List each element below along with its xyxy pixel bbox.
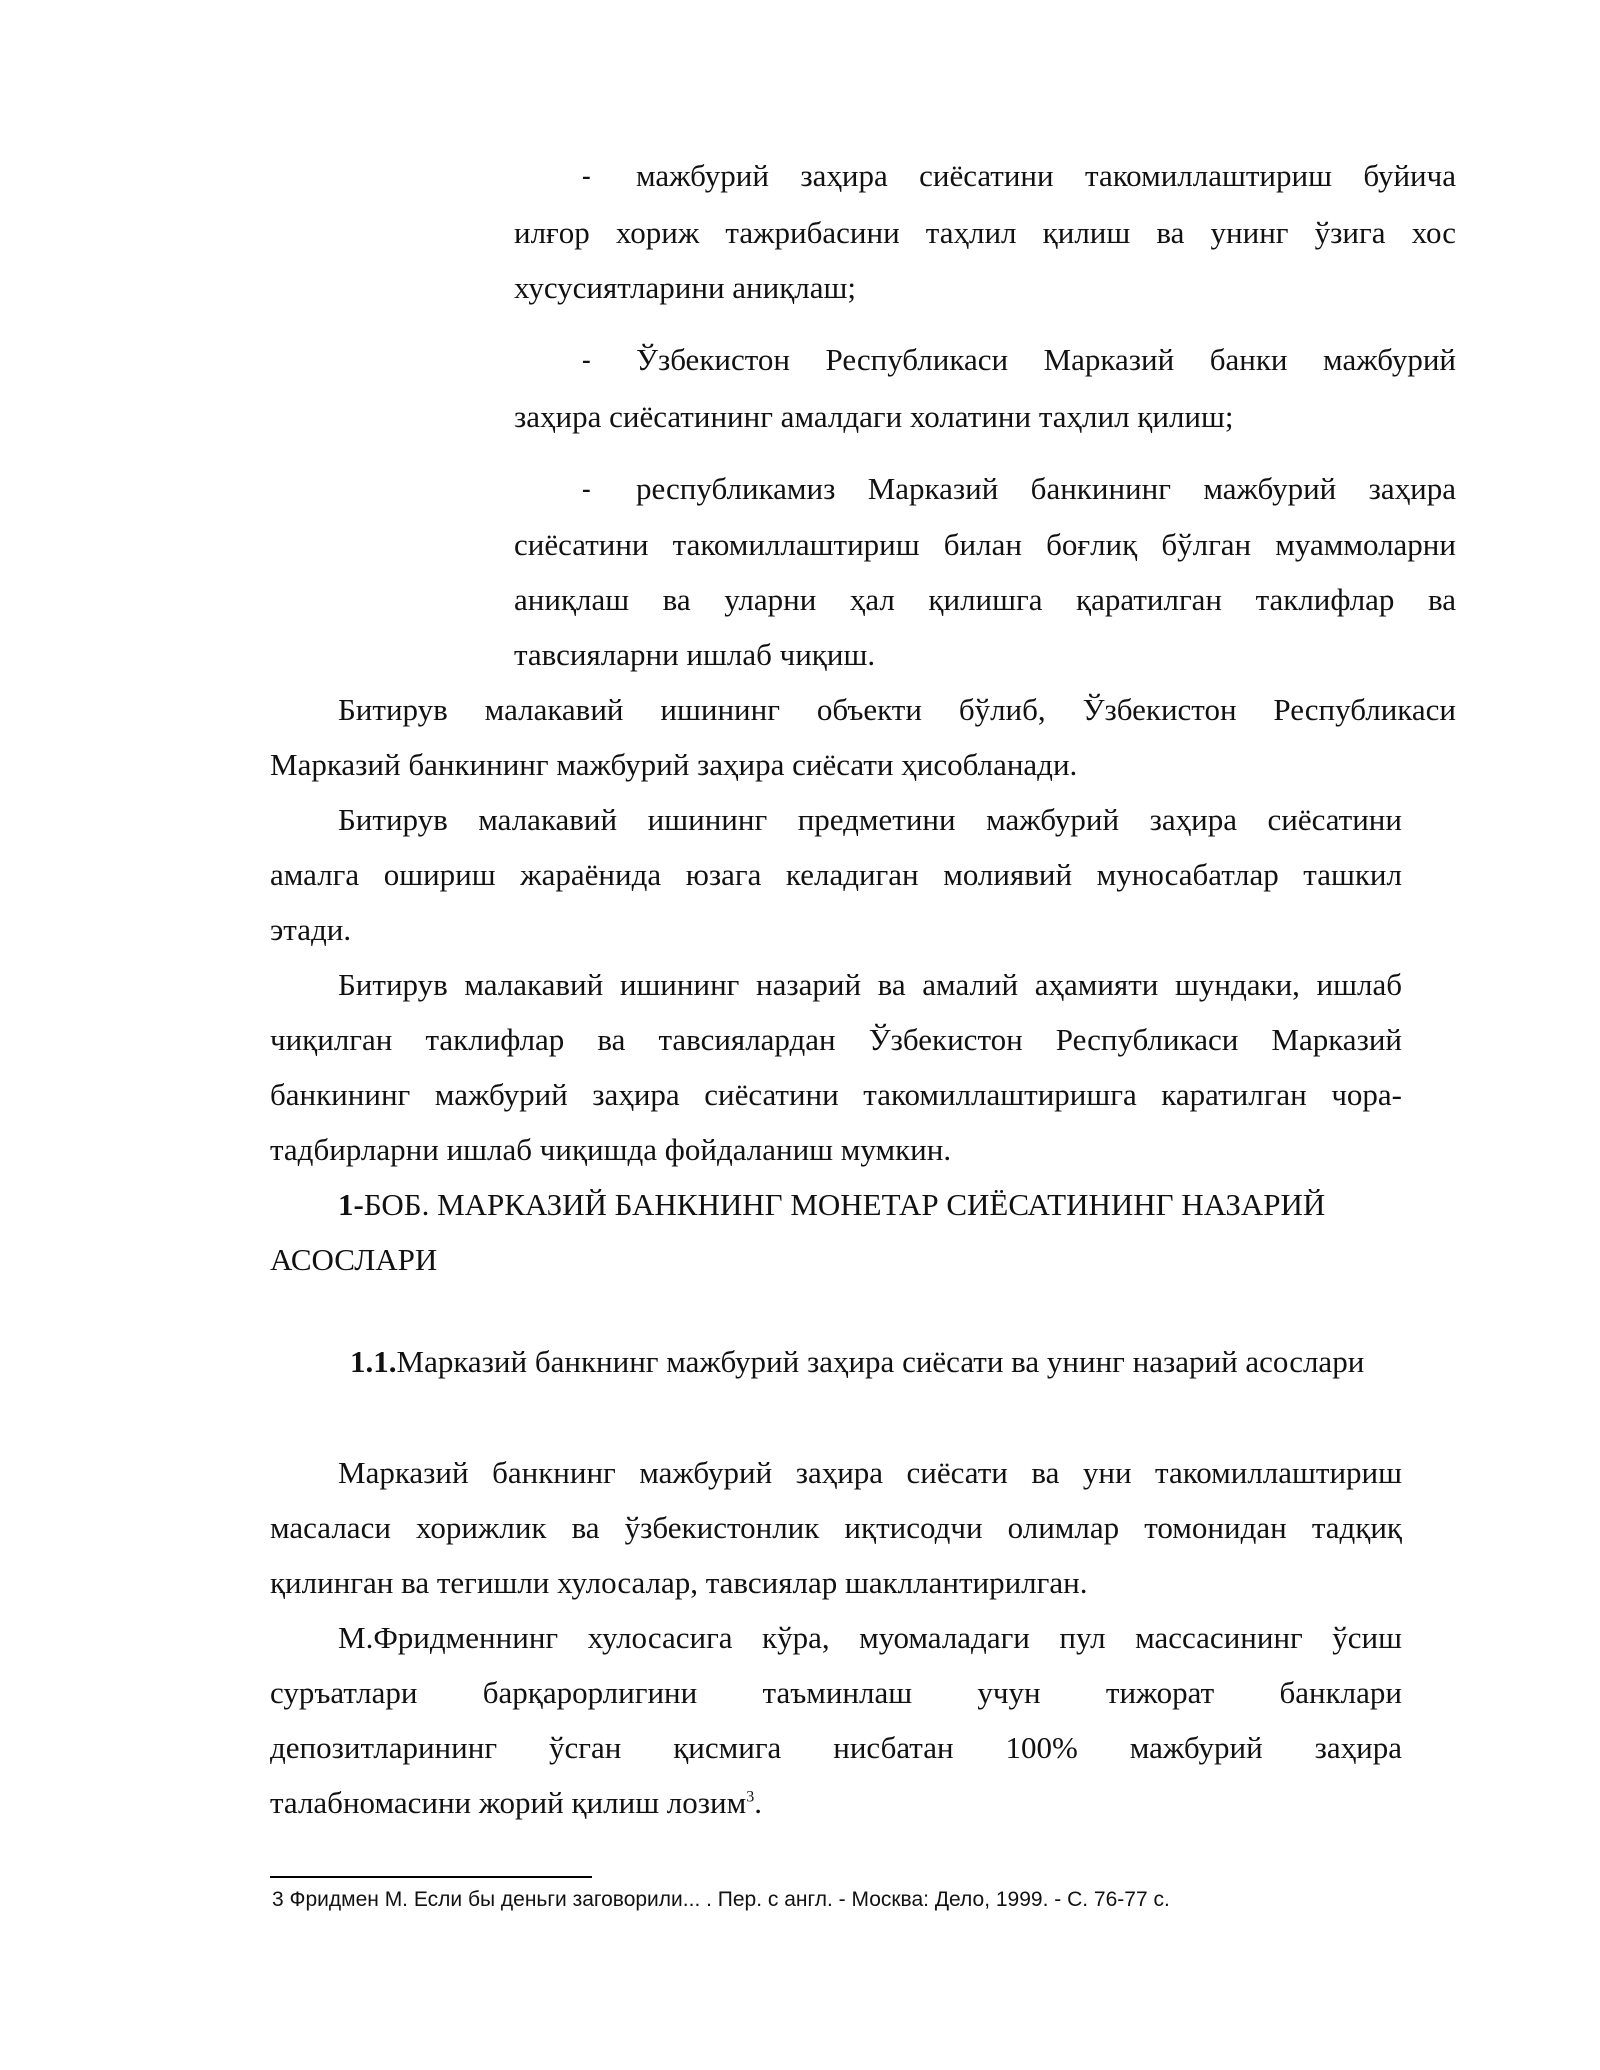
footnote-text: 3 Фридмен М. Если бы деньги заговорили... . Пер. с англ. - Москва: Дело, 1999. - С. 76-77 с. bbox=[272, 1888, 1170, 1911]
paragraph-text: талабномасини жорий қилиш лозим bbox=[270, 1785, 747, 1820]
bullet-line: хусусиятларини аниқлаш; bbox=[514, 270, 857, 305]
bullet-line: Ўзбекистон Республикаси Марказий банки мажбурий bbox=[636, 342, 1456, 377]
bullet-line: илғор хориж тажрибасини таҳлил қилиш ва унинг ўзига хос bbox=[514, 215, 1456, 250]
footnote-reference[interactable]: 3 bbox=[746, 1788, 755, 1806]
section-heading bbox=[350, 1342, 1364, 1382]
paragraph-line: тадбирларни ишлаб чиқишда фойдаланиш мумкин. bbox=[270, 1132, 952, 1167]
sentence-end: . bbox=[754, 1785, 762, 1820]
paragraph-line: Битирув малакавий ишининг предметини мажбурий заҳира сиёсатини bbox=[338, 802, 1402, 837]
bullet-line: республикамиз Марказий банкининг мажбурий заҳира bbox=[636, 471, 1456, 506]
paragraph-line: М.Фридменнинг хулосасига кўра, муомаладаги пул массасининг ўсиш bbox=[338, 1620, 1402, 1655]
section-title: Марказий банкнинг мажбурий заҳира сиёсати ва унинг назарий асослари bbox=[396, 1344, 1365, 1379]
bullet-line: заҳира сиёсатининг амалдаги холатини таҳлил қилиш; bbox=[514, 399, 1234, 434]
paragraph-line: банкининг мажбурий заҳира сиёсатини такомиллаштиришга каратилган чора- bbox=[270, 1077, 1402, 1112]
paragraph-line: Битирув малакавий ишининг объекти бўлиб, Ўзбекистон Республикаси bbox=[338, 692, 1456, 727]
bullet-line: сиёсатини такомиллаштириш билан боғлиқ бўлган муаммоларни bbox=[514, 527, 1456, 562]
paragraph-line: чиқилган таклифлар ва тавсиялардан Ўзбекистон Республикаси Марказий bbox=[270, 1022, 1402, 1057]
paragraph-line: Марказий банкининг мажбурий заҳира сиёсати ҳисобланади. bbox=[270, 747, 1078, 782]
chapter-heading-continuation: АСОСЛАРИ bbox=[270, 1242, 438, 1277]
paragraph-line: этади. bbox=[270, 912, 352, 947]
bullet-marker: - bbox=[582, 474, 591, 503]
bullet-marker: - bbox=[582, 345, 591, 374]
paragraph-line: Марказий банкнинг мажбурий заҳира сиёсати ва уни такомиллаштириш bbox=[338, 1455, 1402, 1490]
paragraph-line: Битирув малакавий ишининг назарий ва амалий аҳамияти шундаки, ишлаб bbox=[338, 967, 1402, 1002]
paragraph-line: масаласи хорижлик ва ўзбекистонлик иқтисодчи олимлар томонидан тадқиқ bbox=[270, 1510, 1402, 1545]
paragraph-line: амалга ошириш жараёнида юзага келадиган молиявий муносабатлар ташкил bbox=[270, 857, 1402, 892]
paragraph-line: депозитларининг ўсган қисмига нисбатан 100% мажбурий заҳира bbox=[270, 1730, 1402, 1765]
chapter-number: 1- bbox=[338, 1187, 364, 1222]
paragraph-line: суръатлари барқарорлигини таъминлаш учун тижорат банклари bbox=[270, 1675, 1402, 1710]
paragraph-line: қилинган ва тегишли хулосалар, тавсиялар шакллантирилган. bbox=[270, 1565, 1088, 1600]
paragraph-line-last bbox=[270, 1783, 762, 1823]
footnote-separator bbox=[270, 1876, 592, 1878]
chapter-heading bbox=[338, 1185, 1325, 1225]
section-number: 1.1. bbox=[350, 1344, 397, 1379]
bullet-line: аниқлаш ва уларни ҳал қилишга қаратилган таклифлар ва bbox=[514, 582, 1456, 617]
bullet-line: тавсияларни ишлаб чиқиш. bbox=[514, 637, 876, 672]
chapter-title: БОБ. МАРКАЗИЙ БАНКНИНГ МОНЕТАР СИЁСАТИНИНГ НАЗАРИЙ bbox=[363, 1187, 1326, 1222]
bullet-line: мажбурий заҳира сиёсатини такомиллаштириш буйича bbox=[636, 158, 1456, 193]
bullet-marker: - bbox=[582, 161, 591, 190]
